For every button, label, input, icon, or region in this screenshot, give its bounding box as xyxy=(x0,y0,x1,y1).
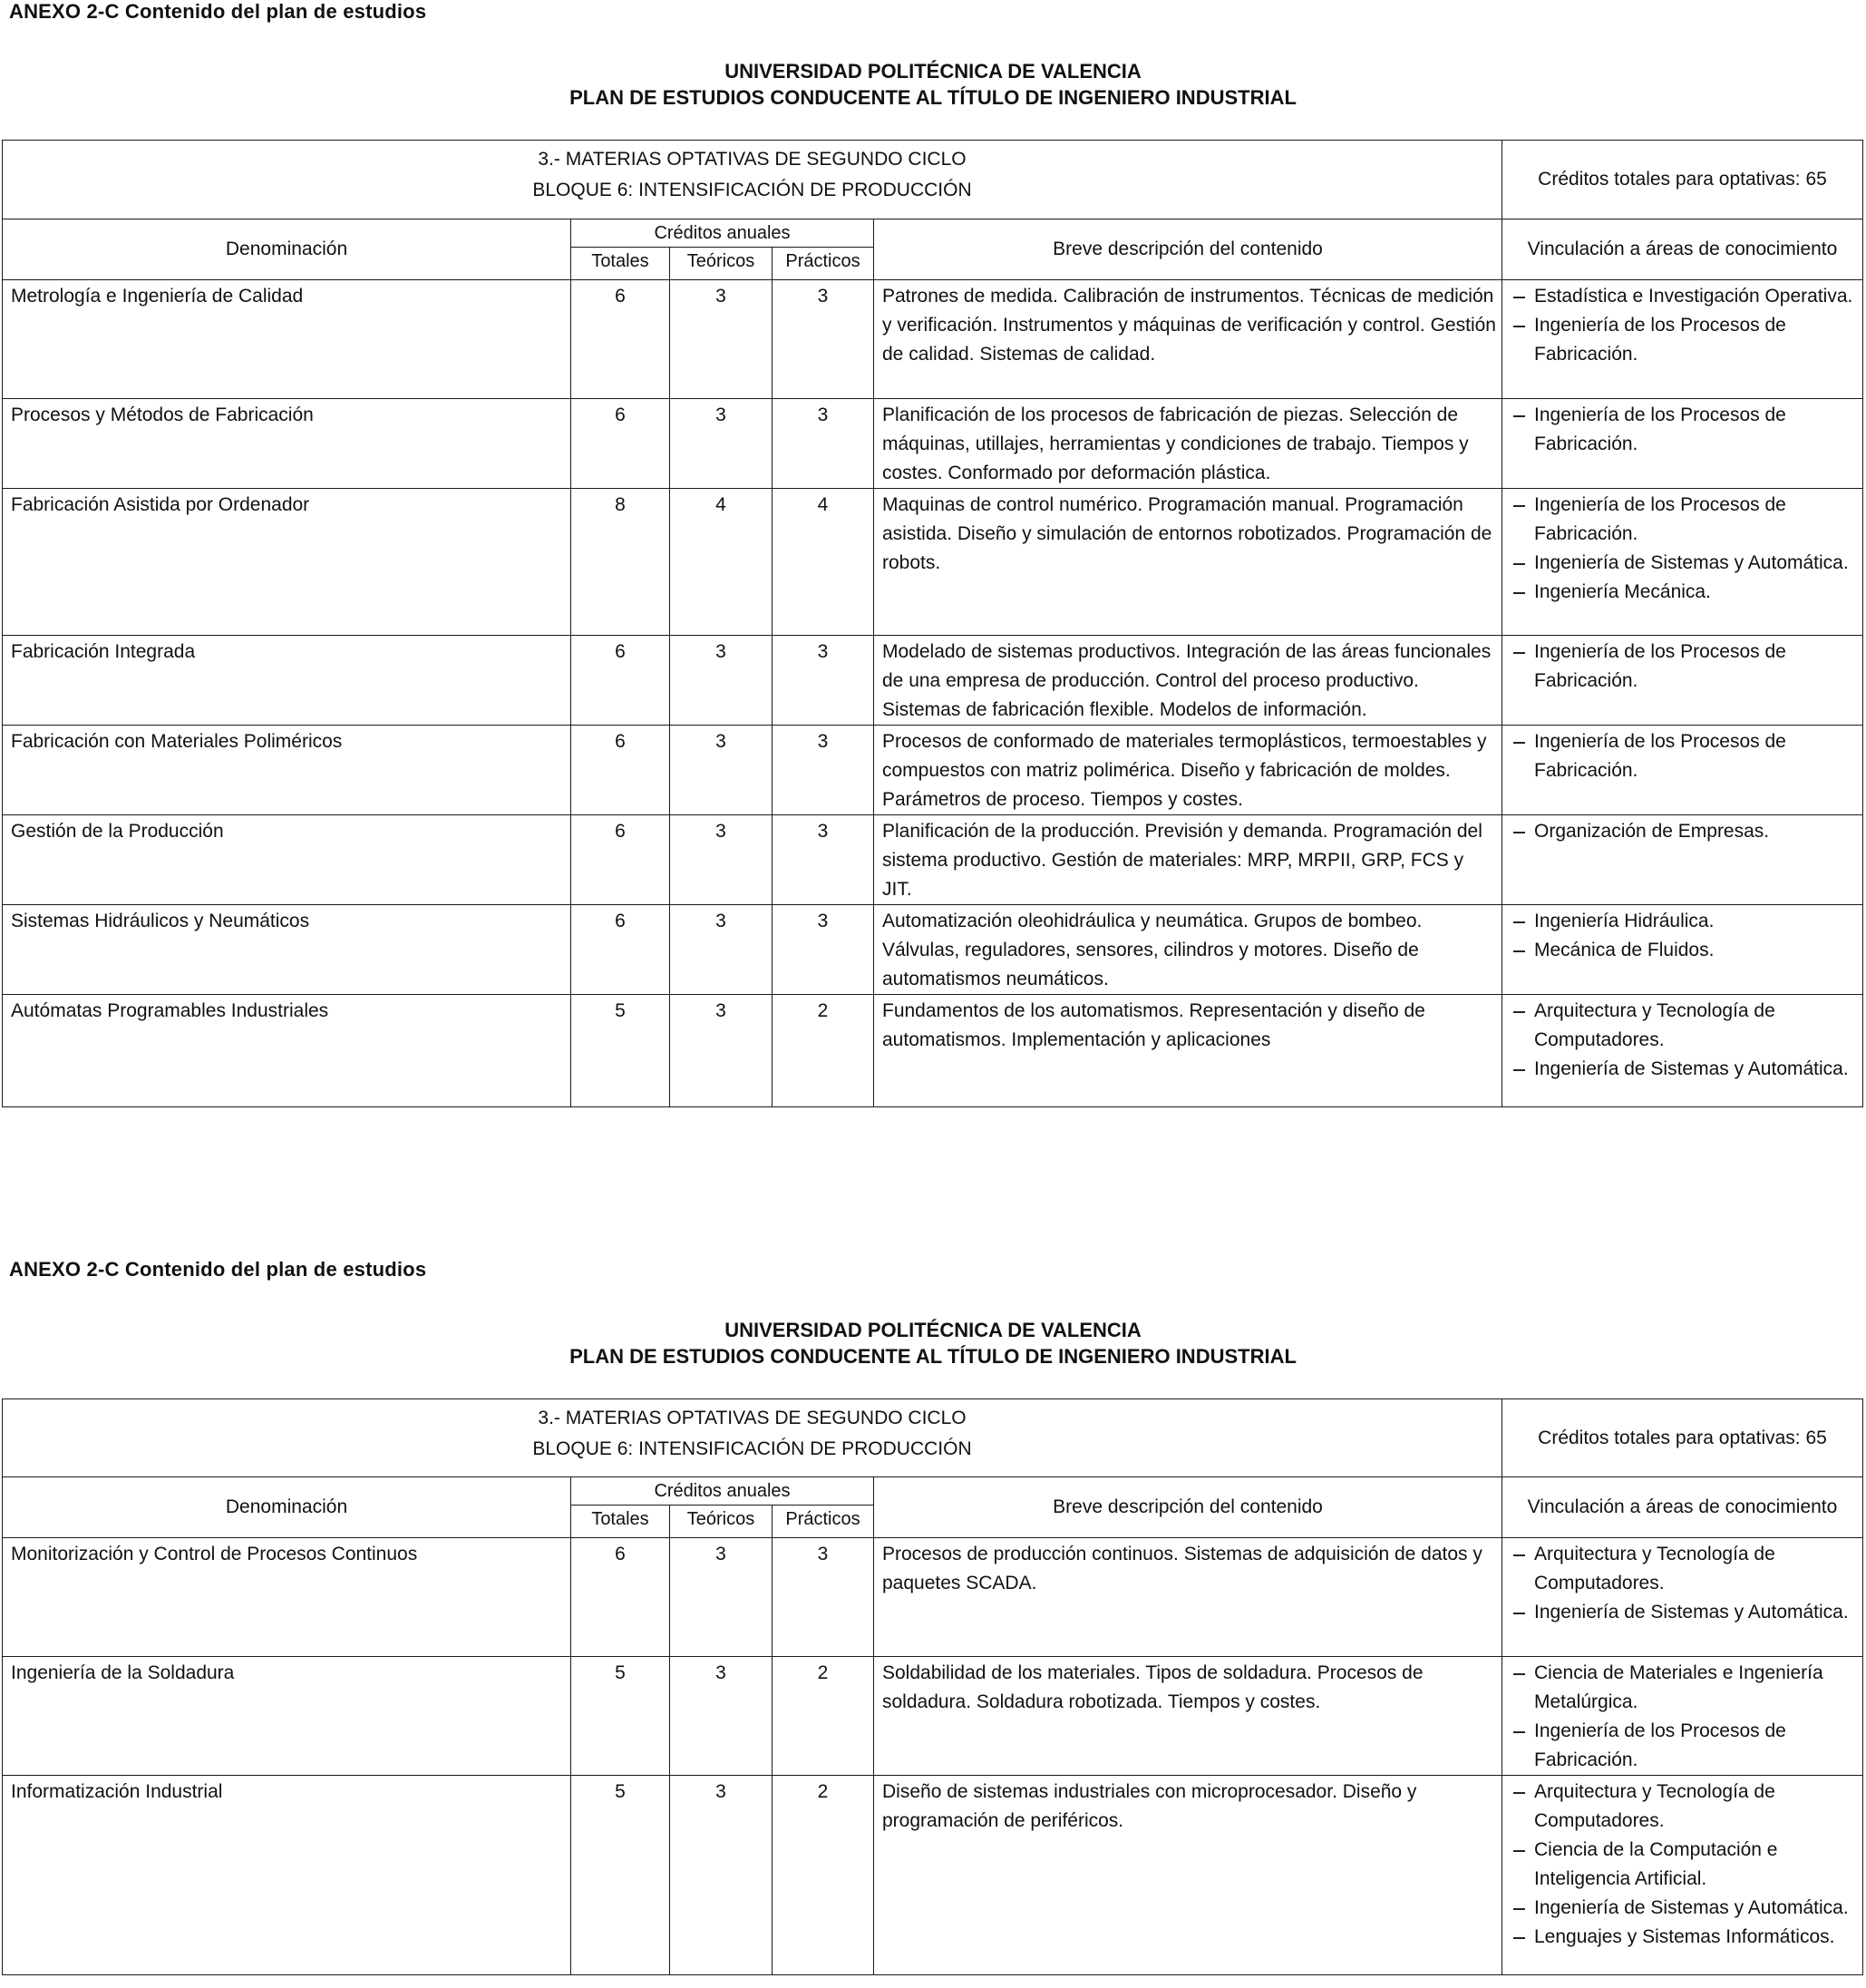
table-row xyxy=(3,1776,1863,1975)
knowledge-areas xyxy=(1502,726,1863,815)
cycle-title: 3.- MATERIAS OPTATIVAS DE SEGUNDO CICLO xyxy=(538,1408,967,1428)
knowledge-area-item: Ingeniería de los Procesos de Fabricación. xyxy=(1511,491,1862,549)
subject-name: Gestión de la Producción xyxy=(3,815,571,905)
credits-totals: 6 xyxy=(571,726,670,815)
knowledge-area-item: Arquitectura y Tecnología de Computadores. xyxy=(1511,997,1862,1055)
column-header-description: Breve descripción del contenido xyxy=(874,1477,1502,1538)
knowledge-area-item: Ingeniería de Sistemas y Automática. xyxy=(1511,1598,1862,1627)
credits-totals: 6 xyxy=(571,399,670,489)
knowledge-areas xyxy=(1502,1776,1863,1975)
plan-title: PLAN DE ESTUDIOS CONDUCENTE AL TÍTULO DE INGENIERO INDUSTRIAL xyxy=(569,1345,1297,1368)
knowledge-areas xyxy=(1502,995,1863,1107)
university-name: UNIVERSIDAD POLITÉCNICA DE VALENCIA xyxy=(724,60,1142,83)
subject-name: Informatización Industrial xyxy=(3,1776,571,1975)
table-row xyxy=(3,489,1863,636)
credits-totals: 8 xyxy=(571,489,670,636)
credits-totals: 6 xyxy=(571,815,670,905)
block-title: BLOQUE 6: INTENSIFICACIÓN DE PRODUCCIÓN xyxy=(532,180,972,200)
credits-practice: 4 xyxy=(773,489,874,636)
credits-totals: 5 xyxy=(571,995,670,1107)
cycle-title: 3.- MATERIAS OPTATIVAS DE SEGUNDO CICLO xyxy=(538,149,967,170)
subject-description: Planificación de los procesos de fabricación de piezas. Selección de máquinas, utillajes, herramientas y condiciones de trabajo. Tiempos y costes. Conformado por deformación plástica. xyxy=(874,399,1502,489)
credits-practice: 3 xyxy=(773,1538,874,1657)
credits-theory: 3 xyxy=(670,399,773,489)
credits-practice: 3 xyxy=(773,636,874,726)
credits-totals: 5 xyxy=(571,1657,670,1776)
plan-table xyxy=(2,1398,1863,1975)
credits-theory: 3 xyxy=(670,905,773,995)
subject-name: Autómatas Programables Industriales xyxy=(3,995,571,1107)
cycle-header xyxy=(3,1399,1502,1477)
table-row xyxy=(3,726,1863,815)
credits-theory: 3 xyxy=(670,726,773,815)
credits-totals: 5 xyxy=(571,1776,670,1975)
column-header-credits: Créditos anuales xyxy=(571,1477,874,1506)
knowledge-area-item: Lenguajes y Sistemas Informáticos. xyxy=(1511,1923,1862,1952)
subject-description: Maquinas de control numérico. Programación manual. Programación asistida. Diseño y simulación de entornos robotizados. Programación de robots. xyxy=(874,489,1502,636)
knowledge-area-item: Ciencia de Materiales e Ingeniería Metalúrgica. xyxy=(1511,1659,1862,1717)
knowledge-area-item: Ciencia de la Computación e Inteligencia Artificial. xyxy=(1511,1836,1862,1894)
knowledge-area-item: Ingeniería de los Procesos de Fabricación. xyxy=(1511,638,1862,696)
table-row xyxy=(3,636,1863,726)
credits-totals: 6 xyxy=(571,280,670,399)
column-header-areas: Vinculación a áreas de conocimiento xyxy=(1502,1477,1863,1538)
column-header-description: Breve descripción del contenido xyxy=(874,219,1502,280)
table-row xyxy=(3,815,1863,905)
table-row xyxy=(3,399,1863,489)
knowledge-areas xyxy=(1502,905,1863,995)
subject-description: Soldabilidad de los materiales. Tipos de soldadura. Procesos de soldadura. Soldadura robotizada. Tiempos y costes. xyxy=(874,1657,1502,1776)
column-header-totals: Totales xyxy=(571,1506,670,1538)
subject-description: Planificación de la producción. Previsión y demanda. Programación del sistema productivo. Gestión de materiales: MRP, MRPII, GRP, FCS y JIT. xyxy=(874,815,1502,905)
column-header-totals: Totales xyxy=(571,248,670,280)
subject-name: Fabricación con Materiales Poliméricos xyxy=(3,726,571,815)
subject-name: Procesos y Métodos de Fabricación xyxy=(3,399,571,489)
subject-description: Procesos de producción continuos. Sistemas de adquisición de datos y paquetes SCADA. xyxy=(874,1538,1502,1657)
column-header-name: Denominación xyxy=(3,219,571,280)
knowledge-area-item: Organización de Empresas. xyxy=(1511,817,1862,846)
subject-description: Procesos de conformado de materiales termoplásticos, termoestables y compuestos con matriz polimérica. Diseño y fabricación de moldes. Parámetros de proceso. Tiempos y costes. xyxy=(874,726,1502,815)
knowledge-areas xyxy=(1502,280,1863,399)
knowledge-area-item: Ingeniería Mecánica. xyxy=(1511,578,1862,607)
plan-title: PLAN DE ESTUDIOS CONDUCENTE AL TÍTULO DE INGENIERO INDUSTRIAL xyxy=(569,86,1297,109)
knowledge-area-item: Ingeniería de Sistemas y Automática. xyxy=(1511,1055,1862,1084)
knowledge-areas xyxy=(1502,1657,1863,1776)
subject-name: Sistemas Hidráulicos y Neumáticos xyxy=(3,905,571,995)
knowledge-area-item: Ingeniería de Sistemas y Automática. xyxy=(1511,1894,1862,1923)
plan-table xyxy=(2,140,1863,1107)
credits-practice: 3 xyxy=(773,905,874,995)
subject-description: Automatización oleohidráulica y neumática. Grupos de bombeo. Válvulas, reguladores, sensores, cilindros y motores. Diseño de automatismos neumáticos. xyxy=(874,905,1502,995)
knowledge-areas xyxy=(1502,815,1863,905)
column-header-areas: Vinculación a áreas de conocimiento xyxy=(1502,219,1863,280)
column-header-practice: Prácticos xyxy=(773,1506,874,1538)
column-header-practice: Prácticos xyxy=(773,248,874,280)
subject-name: Fabricación Asistida por Ordenador xyxy=(3,489,571,636)
table-row xyxy=(3,905,1863,995)
credits-practice: 2 xyxy=(773,995,874,1107)
credits-totals: 6 xyxy=(571,1538,670,1657)
knowledge-area-list xyxy=(1511,638,1862,696)
knowledge-area-list xyxy=(1511,282,1862,369)
knowledge-areas xyxy=(1502,489,1863,636)
credits-theory: 3 xyxy=(670,1657,773,1776)
knowledge-area-item: Ingeniería Hidráulica. xyxy=(1511,907,1862,936)
credits-theory: 3 xyxy=(670,995,773,1107)
knowledge-area-list xyxy=(1511,997,1862,1084)
knowledge-area-list xyxy=(1511,1778,1862,1952)
cycle-header xyxy=(3,141,1502,219)
knowledge-area-item: Ingeniería de los Procesos de Fabricación. xyxy=(1511,311,1862,369)
total-credits: Créditos totales para optativas: 65 xyxy=(1502,1399,1863,1477)
column-header-theory: Teóricos xyxy=(670,248,773,280)
table-row xyxy=(3,1538,1863,1657)
block-title: BLOQUE 6: INTENSIFICACIÓN DE PRODUCCIÓN xyxy=(532,1438,972,1459)
knowledge-areas xyxy=(1502,636,1863,726)
subject-description: Diseño de sistemas industriales con microprocesador. Diseño y programación de periféricos. xyxy=(874,1776,1502,1975)
credits-theory: 3 xyxy=(670,636,773,726)
total-credits: Créditos totales para optativas: 65 xyxy=(1502,141,1863,219)
subject-name: Fabricación Integrada xyxy=(3,636,571,726)
credits-practice: 3 xyxy=(773,280,874,399)
university-name: UNIVERSIDAD POLITÉCNICA DE VALENCIA xyxy=(724,1319,1142,1341)
knowledge-area-item: Arquitectura y Tecnología de Computadores. xyxy=(1511,1778,1862,1836)
annex-heading: ANEXO 2-C Contenido del plan de estudios xyxy=(9,0,427,23)
knowledge-area-list xyxy=(1511,1540,1862,1627)
knowledge-area-item: Arquitectura y Tecnología de Computadores. xyxy=(1511,1540,1862,1598)
subject-description: Fundamentos de los automatismos. Representación y diseño de automatismos. Implementación y aplicaciones xyxy=(874,995,1502,1107)
credits-totals: 6 xyxy=(571,905,670,995)
annex-heading: ANEXO 2-C Contenido del plan de estudios xyxy=(9,1258,427,1281)
credits-practice: 2 xyxy=(773,1776,874,1975)
knowledge-area-list xyxy=(1511,491,1862,607)
credits-practice: 2 xyxy=(773,1657,874,1776)
credits-totals: 6 xyxy=(571,636,670,726)
knowledge-areas xyxy=(1502,1538,1863,1657)
knowledge-area-item: Ingeniería de los Procesos de Fabricación. xyxy=(1511,1717,1862,1775)
credits-theory: 4 xyxy=(670,489,773,636)
knowledge-area-list xyxy=(1511,1659,1862,1775)
credits-theory: 3 xyxy=(670,280,773,399)
credits-theory: 3 xyxy=(670,1776,773,1975)
credits-theory: 3 xyxy=(670,815,773,905)
table-row xyxy=(3,280,1863,399)
knowledge-area-list xyxy=(1511,817,1862,846)
credits-practice: 3 xyxy=(773,399,874,489)
subject-description: Patrones de medida. Calibración de instrumentos. Técnicas de medición y verificación. Instrumentos y máquinas de verificación y control. Gestión de calidad. Sistemas de calidad. xyxy=(874,280,1502,399)
subject-description: Modelado de sistemas productivos. Integración de las áreas funcionales de una empresa de producción. Control del proceso productivo. Sistemas de fabricación flexible. Modelos de información. xyxy=(874,636,1502,726)
knowledge-areas xyxy=(1502,399,1863,489)
column-header-theory: Teóricos xyxy=(670,1506,773,1538)
table-row xyxy=(3,995,1863,1107)
credits-practice: 3 xyxy=(773,726,874,815)
column-header-name: Denominación xyxy=(3,1477,571,1538)
credits-practice: 3 xyxy=(773,815,874,905)
knowledge-area-item: Ingeniería de los Procesos de Fabricación. xyxy=(1511,727,1862,785)
knowledge-area-list xyxy=(1511,727,1862,785)
knowledge-area-list xyxy=(1511,907,1862,965)
knowledge-area-item: Mecánica de Fluidos. xyxy=(1511,936,1862,965)
column-header-credits: Créditos anuales xyxy=(571,219,874,248)
knowledge-area-item: Ingeniería de Sistemas y Automática. xyxy=(1511,549,1862,578)
knowledge-area-item: Ingeniería de los Procesos de Fabricación. xyxy=(1511,401,1862,459)
knowledge-area-list xyxy=(1511,401,1862,459)
table-row xyxy=(3,1657,1863,1776)
knowledge-area-item: Estadística e Investigación Operativa. xyxy=(1511,282,1862,311)
credits-theory: 3 xyxy=(670,1538,773,1657)
subject-name: Ingeniería de la Soldadura xyxy=(3,1657,571,1776)
subject-name: Monitorización y Control de Procesos Continuos xyxy=(3,1538,571,1657)
subject-name: Metrología e Ingeniería de Calidad xyxy=(3,280,571,399)
